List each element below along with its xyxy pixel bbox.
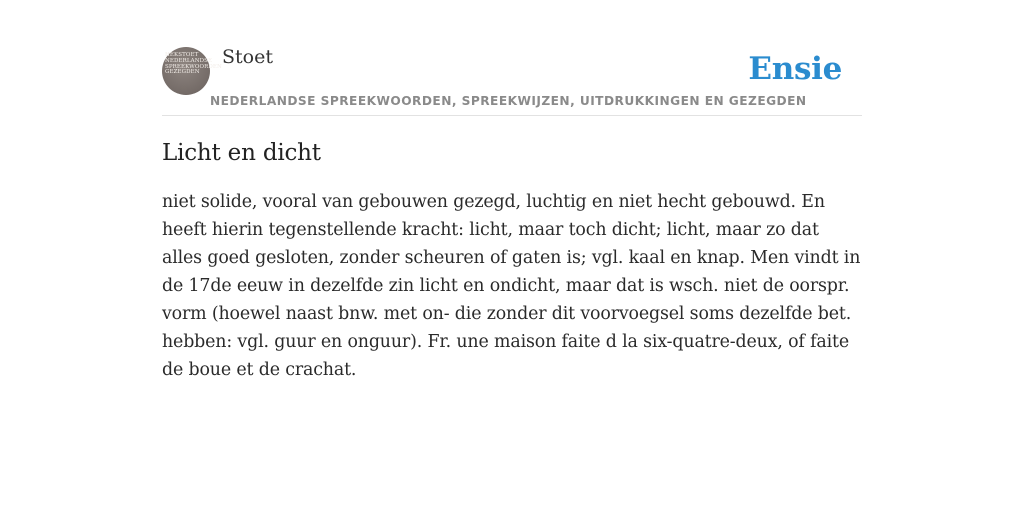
entry-card — [162, 0, 862, 384]
author-avatar[interactable] — [162, 47, 222, 95]
source-subtitle[interactable]: NEDERLANDSE SPREEKWOORDEN, SPREEKWIJZEN, UITDRUKKINGEN EN GEZEGDEN — [210, 94, 807, 108]
entry-definition: niet solide, vooral van gebouwen gezegd, luchtig en niet hecht gebouwd. En heeft hierin tegenstellende kracht: licht, maar toch dicht; licht, maar zo dat alles goed gesloten, zonder scheuren of gaten is; vgl. kaal en knap. Men vindt in de 17de eeuw in dezelfde zin licht en ondicht, maar dat is wsch. niet de oorspr. vorm (hoewel naast bnw. met on- die zonder dit voorvoegsel soms dezelfde bet. hebben: vgl. guur en onguur). Fr. une maison faite d la six-quatre-deux, of faite de boue et de crachat. — [162, 192, 861, 380]
author-name[interactable]: Stoet — [222, 46, 273, 68]
entry-title: Licht en dicht — [162, 140, 321, 166]
entry-header — [162, 0, 862, 116]
avatar-book-cover-text: HEKSTOET NEDERLANDSE SPREEKWOORDEN GEZEGDEN — [165, 52, 222, 76]
ensie-logo[interactable]: Ensie — [748, 51, 842, 87]
